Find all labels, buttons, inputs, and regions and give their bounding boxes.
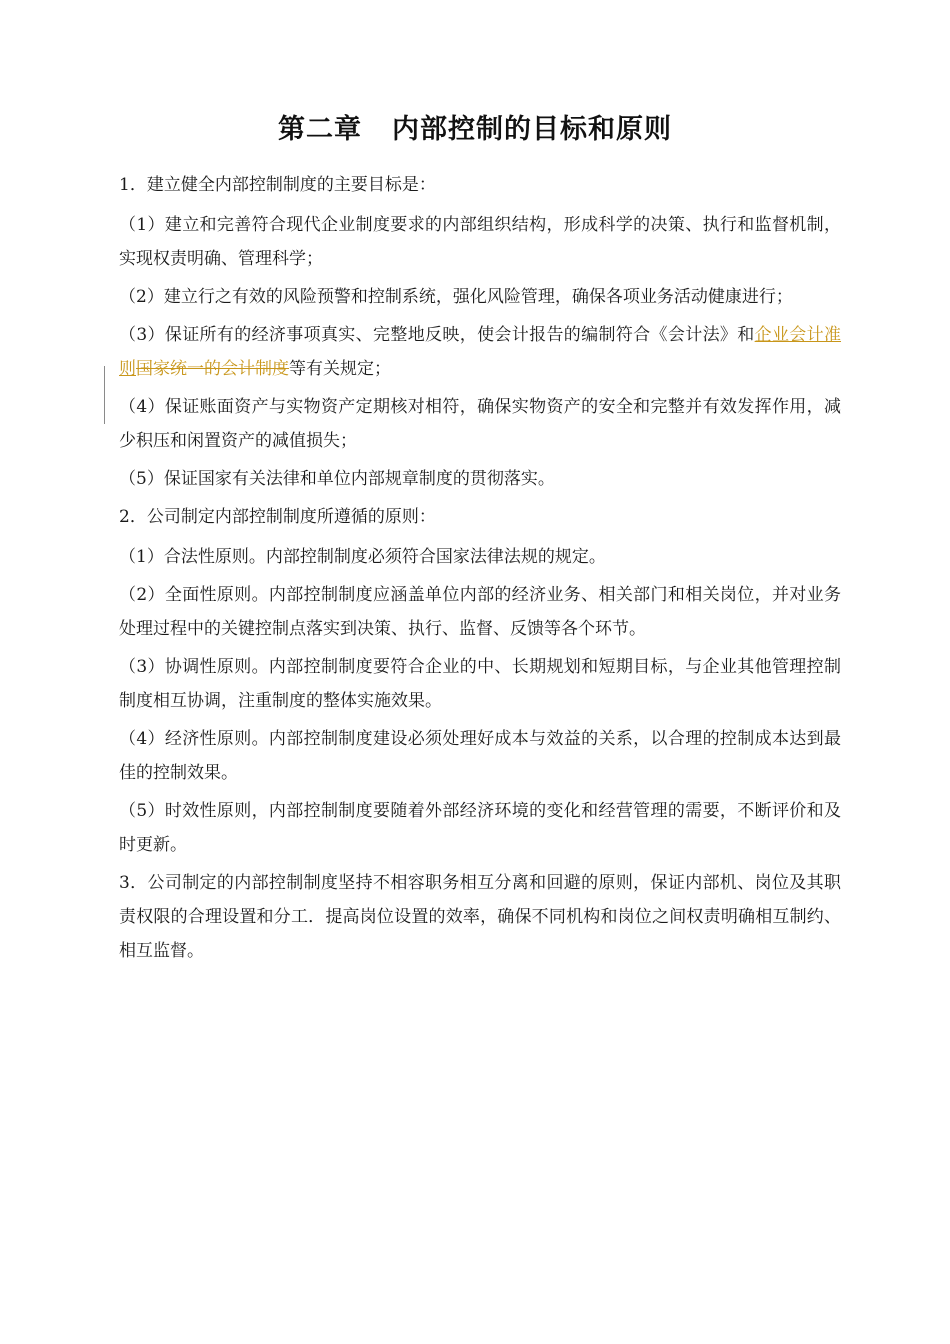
- section-2-item-2: （2）全面性原则。内部控制制度应涵盖单位内部的经济业务、相关部门和相关岗位，并对业务处理过程中的关键控制点落实到决策、执行、监督、反馈等各个环节。: [119, 585, 841, 639]
- section-1-item-5: （5）保证国家有关法律和单位内部规章制度的贯彻落实。: [119, 469, 555, 489]
- section-3-paragraph: 3．公司制定的内部控制制度坚持不相容职务相互分离和回避的原则，保证内部机、岗位及其职责权限的合理设置和分工．提高岗位设置的效率，确保不同机构和岗位之间权责明确相互制约、相互监督。: [119, 873, 841, 961]
- chapter-title: [0, 112, 950, 148]
- tracked-deletion[interactable]: 国家统一的会计制度: [136, 359, 289, 379]
- document-body: [119, 168, 841, 972]
- section-1-item-4: （4）保证账面资产与实物资产定期核对相符，确保实物资产的安全和完整并有效发挥作用，减少积压和闲置资产的减值损失；: [119, 397, 841, 451]
- section-2-item-3: （3）协调性原则。内部控制制度要符合企业的中、长期规划和短期目标，与企业其他管理控制制度相互协调，注重制度的整体实施效果。: [119, 657, 841, 711]
- section-2-item-1: （1）合法性原则。内部控制制度必须符合国家法律法规的规定。: [119, 547, 606, 567]
- section-2-item-4: （4）经济性原则。内部控制制度建设必须处理好成本与效益的关系，以合理的控制成本达到最佳的控制效果。: [119, 729, 841, 783]
- section-1-item-2: （2）建立行之有效的风险预警和控制系统，强化风险管理，确保各项业务活动健康进行；: [119, 287, 793, 307]
- item-3-text-before: （3）保证所有的经济事项真实、完整地反映，使会计报告的编制符合《会计法》和: [119, 325, 755, 345]
- revision-change-bar: [104, 366, 105, 424]
- section-2-item-5: （5）时效性原则，内部控制制度要随着外部经济环境的变化和经营管理的需要，不断评价和及时更新。: [119, 801, 841, 855]
- section-1-item-1: （1）建立和完善符合现代企业制度要求的内部组织结构，形成科学的决策、执行和监督机制，实现权责明确、管理科学；: [119, 215, 841, 269]
- tracked-insertion[interactable]: 企业会计准则: [119, 325, 841, 379]
- chapter-name: 内部控制的目标和原则: [392, 114, 672, 145]
- section-1-item-3: [119, 318, 841, 386]
- section-1-heading: 1．建立健全内部控制制度的主要目标是：: [119, 175, 436, 195]
- chapter-number: 第二章: [278, 114, 362, 145]
- section-2-heading: 2．公司制定内部控制制度所遵循的原则：: [119, 507, 436, 527]
- item-3-text-after: 等有关规定；: [289, 359, 391, 379]
